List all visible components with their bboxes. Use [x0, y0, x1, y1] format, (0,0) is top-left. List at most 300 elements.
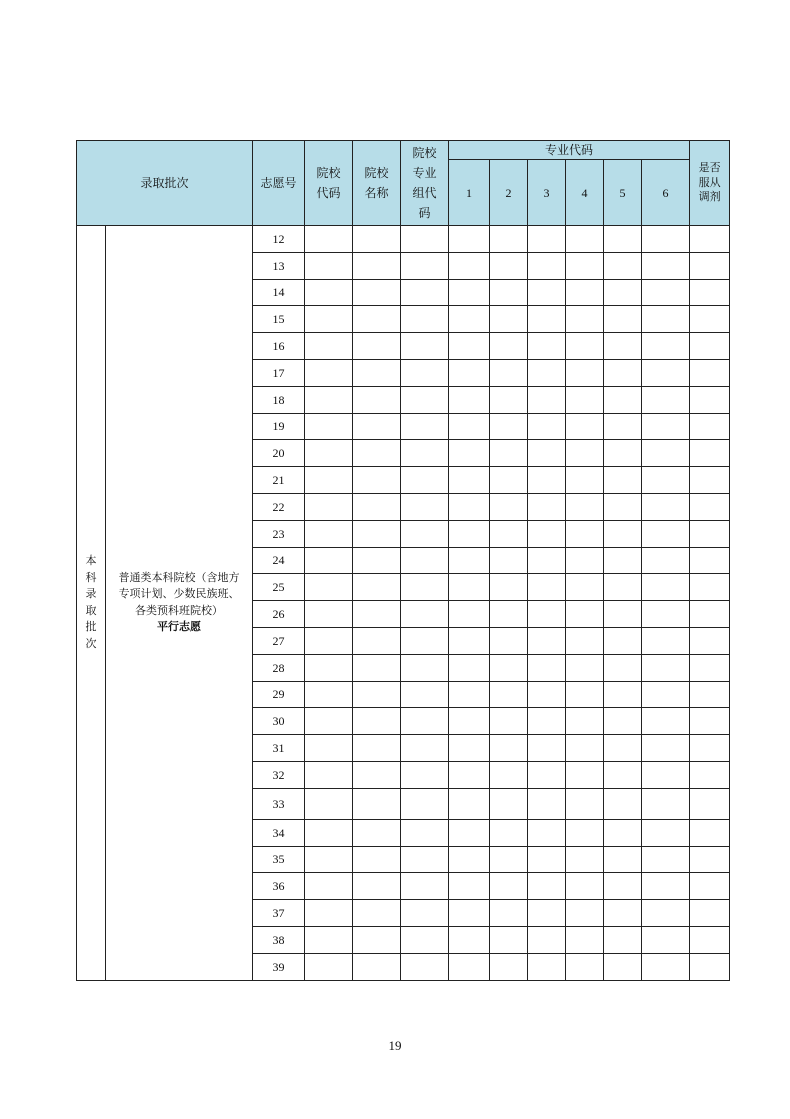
- wish-number: 17: [253, 359, 305, 386]
- major-code-4-cell[interactable]: [566, 788, 604, 819]
- major-code-5-cell[interactable]: [604, 761, 642, 788]
- major-code-2-cell[interactable]: [490, 846, 528, 873]
- major-code-2-cell[interactable]: [490, 761, 528, 788]
- adjust-cell[interactable]: [690, 386, 730, 413]
- major-code-1-cell[interactable]: [449, 761, 490, 788]
- major-group-code-cell[interactable]: [401, 520, 449, 547]
- school-name-cell[interactable]: [353, 953, 401, 980]
- major-code-4-cell[interactable]: [566, 601, 604, 628]
- major-group-code-cell[interactable]: [401, 761, 449, 788]
- major-code-1-cell[interactable]: [449, 493, 490, 520]
- major-code-1-cell[interactable]: [449, 547, 490, 574]
- adjust-cell[interactable]: [690, 926, 730, 953]
- adjust-cell[interactable]: [690, 819, 730, 846]
- major-code-6-cell[interactable]: [642, 306, 690, 333]
- major-group-code-cell[interactable]: [401, 574, 449, 601]
- major-code-2-cell[interactable]: [490, 359, 528, 386]
- major-group-code-cell[interactable]: [401, 654, 449, 681]
- school-name-cell[interactable]: [353, 708, 401, 735]
- adjust-cell[interactable]: [690, 735, 730, 762]
- major-group-code-cell[interactable]: [401, 601, 449, 628]
- major-group-code-cell[interactable]: [401, 306, 449, 333]
- school-code-cell[interactable]: [305, 953, 353, 980]
- school-code-cell[interactable]: [305, 520, 353, 547]
- major-code-1-cell[interactable]: [449, 279, 490, 306]
- school-name-cell[interactable]: [353, 761, 401, 788]
- major-code-1-cell[interactable]: [449, 735, 490, 762]
- adjust-cell[interactable]: [690, 846, 730, 873]
- school-name-cell[interactable]: [353, 359, 401, 386]
- major-code-5-cell[interactable]: [604, 788, 642, 819]
- major-code-5-cell[interactable]: [604, 627, 642, 654]
- major-code-1-cell[interactable]: [449, 953, 490, 980]
- major-code-4-cell[interactable]: [566, 547, 604, 574]
- major-code-3-cell[interactable]: [528, 654, 566, 681]
- major-code-5-cell[interactable]: [604, 333, 642, 360]
- major-group-code-cell[interactable]: [401, 900, 449, 927]
- school-code-cell[interactable]: [305, 627, 353, 654]
- school-name-cell[interactable]: [353, 520, 401, 547]
- major-code-5-cell[interactable]: [604, 654, 642, 681]
- major-code-5-cell[interactable]: [604, 386, 642, 413]
- major-code-5-cell[interactable]: [604, 226, 642, 253]
- major-code-6-cell[interactable]: [642, 467, 690, 494]
- major-code-3-cell[interactable]: [528, 333, 566, 360]
- major-group-code-cell[interactable]: [401, 788, 449, 819]
- major-code-5-cell[interactable]: [604, 735, 642, 762]
- major-code-6-cell[interactable]: [642, 601, 690, 628]
- school-code-cell[interactable]: [305, 279, 353, 306]
- major-code-1-cell[interactable]: [449, 627, 490, 654]
- major-code-4-cell[interactable]: [566, 708, 604, 735]
- major-code-3-cell[interactable]: [528, 846, 566, 873]
- major-code-3-cell[interactable]: [528, 547, 566, 574]
- major-group-code-cell[interactable]: [401, 547, 449, 574]
- major-code-3-cell[interactable]: [528, 440, 566, 467]
- adjust-cell[interactable]: [690, 654, 730, 681]
- school-code-cell[interactable]: [305, 440, 353, 467]
- major-code-1-cell[interactable]: [449, 681, 490, 708]
- major-code-5-cell[interactable]: [604, 819, 642, 846]
- major-code-4-cell[interactable]: [566, 681, 604, 708]
- major-code-3-cell[interactable]: [528, 926, 566, 953]
- major-group-code-cell[interactable]: [401, 493, 449, 520]
- major-code-4-cell[interactable]: [566, 359, 604, 386]
- adjust-cell[interactable]: [690, 306, 730, 333]
- school-name-cell[interactable]: [353, 226, 401, 253]
- major-group-code-cell[interactable]: [401, 681, 449, 708]
- major-code-4-cell[interactable]: [566, 761, 604, 788]
- major-code-2-cell[interactable]: [490, 226, 528, 253]
- major-code-4-cell[interactable]: [566, 873, 604, 900]
- adjust-cell[interactable]: [690, 574, 730, 601]
- major-code-6-cell[interactable]: [642, 627, 690, 654]
- major-code-5-cell[interactable]: [604, 547, 642, 574]
- major-code-5-cell[interactable]: [604, 440, 642, 467]
- major-group-code-cell[interactable]: [401, 333, 449, 360]
- major-code-6-cell[interactable]: [642, 440, 690, 467]
- major-code-2-cell[interactable]: [490, 252, 528, 279]
- major-code-3-cell[interactable]: [528, 627, 566, 654]
- header-school-name-text: 院校名称: [364, 166, 389, 200]
- major-code-4-cell[interactable]: [566, 386, 604, 413]
- wish-number: 39: [253, 953, 305, 980]
- major-code-4-cell[interactable]: [566, 654, 604, 681]
- major-code-3-cell[interactable]: [528, 761, 566, 788]
- major-code-3-cell[interactable]: [528, 252, 566, 279]
- major-code-5-cell[interactable]: [604, 574, 642, 601]
- adjust-cell[interactable]: [690, 601, 730, 628]
- major-code-3-cell[interactable]: [528, 788, 566, 819]
- major-code-3-cell[interactable]: [528, 601, 566, 628]
- major-group-code-cell[interactable]: [401, 846, 449, 873]
- school-code-cell[interactable]: [305, 547, 353, 574]
- major-code-4-cell[interactable]: [566, 279, 604, 306]
- major-code-2-cell[interactable]: [490, 627, 528, 654]
- major-code-2-cell[interactable]: [490, 279, 528, 306]
- major-group-code-cell[interactable]: [401, 252, 449, 279]
- wish-number: 37: [253, 900, 305, 927]
- major-code-3-cell[interactable]: [528, 226, 566, 253]
- major-code-1-cell[interactable]: [449, 306, 490, 333]
- major-code-1-cell[interactable]: [449, 252, 490, 279]
- major-group-code-cell[interactable]: [401, 873, 449, 900]
- major-code-6-cell[interactable]: [642, 493, 690, 520]
- major-code-6-cell[interactable]: [642, 252, 690, 279]
- major-code-5-cell[interactable]: [604, 413, 642, 440]
- major-code-5-cell[interactable]: [604, 493, 642, 520]
- major-code-1-cell[interactable]: [449, 819, 490, 846]
- major-code-2-cell[interactable]: [490, 708, 528, 735]
- adjust-cell[interactable]: [690, 333, 730, 360]
- school-name-cell[interactable]: [353, 926, 401, 953]
- school-code-cell[interactable]: [305, 708, 353, 735]
- major-code-3-cell[interactable]: [528, 900, 566, 927]
- major-code-2-cell[interactable]: [490, 440, 528, 467]
- major-code-6-cell[interactable]: [642, 846, 690, 873]
- major-code-1-cell[interactable]: [449, 440, 490, 467]
- school-name-cell[interactable]: [353, 846, 401, 873]
- major-code-4-cell[interactable]: [566, 493, 604, 520]
- adjust-cell[interactable]: [690, 681, 730, 708]
- school-name-cell[interactable]: [353, 333, 401, 360]
- school-code-cell[interactable]: [305, 359, 353, 386]
- major-code-6-cell[interactable]: [642, 708, 690, 735]
- header-school-code-text: 院校代码: [316, 166, 341, 200]
- adjust-cell[interactable]: [690, 873, 730, 900]
- major-code-1-cell[interactable]: [449, 846, 490, 873]
- major-code-1-cell[interactable]: [449, 333, 490, 360]
- adjust-cell[interactable]: [690, 520, 730, 547]
- adjust-cell[interactable]: [690, 627, 730, 654]
- major-code-6-cell[interactable]: [642, 226, 690, 253]
- school-code-cell[interactable]: [305, 788, 353, 819]
- school-name-cell[interactable]: [353, 681, 401, 708]
- major-code-6-cell[interactable]: [642, 926, 690, 953]
- major-code-2-cell[interactable]: [490, 574, 528, 601]
- school-code-cell[interactable]: [305, 654, 353, 681]
- major-code-4-cell[interactable]: [566, 306, 604, 333]
- major-code-3-cell[interactable]: [528, 467, 566, 494]
- school-name-cell[interactable]: [353, 788, 401, 819]
- major-code-4-cell[interactable]: [566, 467, 604, 494]
- school-code-cell[interactable]: [305, 574, 353, 601]
- major-code-2-cell[interactable]: [490, 520, 528, 547]
- major-code-3-cell[interactable]: [528, 520, 566, 547]
- major-code-5-cell[interactable]: [604, 252, 642, 279]
- major-code-1-cell[interactable]: [449, 520, 490, 547]
- major-code-3-cell[interactable]: [528, 819, 566, 846]
- school-code-cell[interactable]: [305, 601, 353, 628]
- major-code-2-cell[interactable]: [490, 735, 528, 762]
- adjust-cell[interactable]: [690, 708, 730, 735]
- school-code-cell[interactable]: [305, 493, 353, 520]
- major-code-6-cell[interactable]: [642, 520, 690, 547]
- adjust-cell[interactable]: [690, 413, 730, 440]
- major-code-1-cell[interactable]: [449, 708, 490, 735]
- school-name-cell[interactable]: [353, 873, 401, 900]
- major-group-code-cell[interactable]: [401, 279, 449, 306]
- major-group-code-cell[interactable]: [401, 413, 449, 440]
- major-code-4-cell[interactable]: [566, 846, 604, 873]
- adjust-cell[interactable]: [690, 440, 730, 467]
- major-code-6-cell[interactable]: [642, 386, 690, 413]
- major-code-6-cell[interactable]: [642, 953, 690, 980]
- major-code-4-cell[interactable]: [566, 413, 604, 440]
- school-code-cell[interactable]: [305, 386, 353, 413]
- major-code-6-cell[interactable]: [642, 547, 690, 574]
- major-code-2-cell[interactable]: [490, 306, 528, 333]
- major-code-6-cell[interactable]: [642, 788, 690, 819]
- major-code-3-cell[interactable]: [528, 493, 566, 520]
- major-code-1-cell[interactable]: [449, 926, 490, 953]
- major-code-2-cell[interactable]: [490, 926, 528, 953]
- school-name-cell[interactable]: [353, 627, 401, 654]
- school-code-cell[interactable]: [305, 467, 353, 494]
- adjust-cell[interactable]: [690, 279, 730, 306]
- school-name-cell[interactable]: [353, 819, 401, 846]
- major-code-4-cell[interactable]: [566, 900, 604, 927]
- major-code-5-cell[interactable]: [604, 926, 642, 953]
- major-code-2-cell[interactable]: [490, 467, 528, 494]
- major-group-code-cell[interactable]: [401, 953, 449, 980]
- major-code-1-cell[interactable]: [449, 574, 490, 601]
- adjust-cell[interactable]: [690, 359, 730, 386]
- adjust-cell[interactable]: [690, 226, 730, 253]
- major-code-6-cell[interactable]: [642, 873, 690, 900]
- major-code-4-cell[interactable]: [566, 520, 604, 547]
- major-code-3-cell[interactable]: [528, 413, 566, 440]
- major-code-5-cell[interactable]: [604, 953, 642, 980]
- major-code-1-cell[interactable]: [449, 900, 490, 927]
- header-adjust: [690, 141, 730, 226]
- major-code-2-cell[interactable]: [490, 547, 528, 574]
- major-code-1-cell[interactable]: [449, 654, 490, 681]
- major-group-code-cell[interactable]: [401, 467, 449, 494]
- school-code-cell[interactable]: [305, 333, 353, 360]
- major-code-2-cell[interactable]: [490, 601, 528, 628]
- major-group-code-cell[interactable]: [401, 386, 449, 413]
- major-code-4-cell[interactable]: [566, 440, 604, 467]
- major-code-3-cell[interactable]: [528, 306, 566, 333]
- school-name-cell[interactable]: [353, 306, 401, 333]
- header-major-codes: 专业代码: [449, 141, 690, 160]
- major-code-1-cell[interactable]: [449, 226, 490, 253]
- header-major-4: 4: [566, 160, 604, 226]
- adjust-cell[interactable]: [690, 788, 730, 819]
- adjust-cell[interactable]: [690, 252, 730, 279]
- major-code-3-cell[interactable]: [528, 359, 566, 386]
- major-code-5-cell[interactable]: [604, 279, 642, 306]
- school-code-cell[interactable]: [305, 735, 353, 762]
- major-code-1-cell[interactable]: [449, 873, 490, 900]
- school-name-cell[interactable]: [353, 654, 401, 681]
- major-code-5-cell[interactable]: [604, 306, 642, 333]
- major-code-6-cell[interactable]: [642, 333, 690, 360]
- major-code-2-cell[interactable]: [490, 493, 528, 520]
- major-code-4-cell[interactable]: [566, 953, 604, 980]
- major-code-4-cell[interactable]: [566, 819, 604, 846]
- major-code-3-cell[interactable]: [528, 953, 566, 980]
- major-code-1-cell[interactable]: [449, 386, 490, 413]
- major-code-5-cell[interactable]: [604, 900, 642, 927]
- school-code-cell[interactable]: [305, 873, 353, 900]
- header-school-code: [305, 141, 353, 226]
- major-group-code-cell[interactable]: [401, 359, 449, 386]
- college-type-line: 平行志愿: [157, 620, 201, 634]
- wish-number: 28: [253, 654, 305, 681]
- major-code-2-cell[interactable]: [490, 788, 528, 819]
- major-code-3-cell[interactable]: [528, 873, 566, 900]
- header-school-name: [353, 141, 401, 226]
- school-name-cell[interactable]: [353, 467, 401, 494]
- major-code-2-cell[interactable]: [490, 953, 528, 980]
- major-code-2-cell[interactable]: [490, 900, 528, 927]
- wish-number: 36: [253, 873, 305, 900]
- batch-label-char: 本: [85, 554, 97, 568]
- wish-number: 19: [253, 413, 305, 440]
- header-adjust-text: 是否服从调剂: [698, 160, 721, 204]
- school-name-cell[interactable]: [353, 252, 401, 279]
- school-name-cell[interactable]: [353, 386, 401, 413]
- major-code-1-cell[interactable]: [449, 413, 490, 440]
- adjust-cell[interactable]: [690, 761, 730, 788]
- major-code-1-cell[interactable]: [449, 788, 490, 819]
- major-code-3-cell[interactable]: [528, 681, 566, 708]
- major-code-3-cell[interactable]: [528, 735, 566, 762]
- major-code-6-cell[interactable]: [642, 413, 690, 440]
- major-group-code-cell[interactable]: [401, 226, 449, 253]
- major-code-6-cell[interactable]: [642, 654, 690, 681]
- school-name-cell[interactable]: [353, 279, 401, 306]
- major-code-4-cell[interactable]: [566, 574, 604, 601]
- school-code-cell[interactable]: [305, 926, 353, 953]
- major-code-4-cell[interactable]: [566, 333, 604, 360]
- major-code-3-cell[interactable]: [528, 386, 566, 413]
- major-code-3-cell[interactable]: [528, 279, 566, 306]
- major-code-1-cell[interactable]: [449, 601, 490, 628]
- major-code-5-cell[interactable]: [604, 601, 642, 628]
- school-name-cell[interactable]: [353, 601, 401, 628]
- school-code-cell[interactable]: [305, 681, 353, 708]
- adjust-cell[interactable]: [690, 953, 730, 980]
- major-code-2-cell[interactable]: [490, 386, 528, 413]
- major-code-5-cell[interactable]: [604, 681, 642, 708]
- major-code-2-cell[interactable]: [490, 413, 528, 440]
- major-group-code-cell[interactable]: [401, 440, 449, 467]
- major-code-2-cell[interactable]: [490, 333, 528, 360]
- school-code-cell[interactable]: [305, 900, 353, 927]
- school-name-cell[interactable]: [353, 900, 401, 927]
- major-code-5-cell[interactable]: [604, 467, 642, 494]
- school-name-cell[interactable]: [353, 440, 401, 467]
- major-group-code-cell[interactable]: [401, 735, 449, 762]
- major-code-4-cell[interactable]: [566, 252, 604, 279]
- major-code-4-cell[interactable]: [566, 226, 604, 253]
- major-code-3-cell[interactable]: [528, 574, 566, 601]
- major-code-6-cell[interactable]: [642, 735, 690, 762]
- major-code-1-cell[interactable]: [449, 467, 490, 494]
- school-code-cell[interactable]: [305, 306, 353, 333]
- major-code-3-cell[interactable]: [528, 708, 566, 735]
- major-code-6-cell[interactable]: [642, 574, 690, 601]
- major-code-6-cell[interactable]: [642, 681, 690, 708]
- adjust-cell[interactable]: [690, 493, 730, 520]
- major-code-6-cell[interactable]: [642, 761, 690, 788]
- major-code-4-cell[interactable]: [566, 627, 604, 654]
- major-group-code-cell[interactable]: [401, 926, 449, 953]
- major-code-1-cell[interactable]: [449, 359, 490, 386]
- major-code-4-cell[interactable]: [566, 926, 604, 953]
- major-code-5-cell[interactable]: [604, 520, 642, 547]
- school-name-cell[interactable]: [353, 547, 401, 574]
- major-code-2-cell[interactable]: [490, 819, 528, 846]
- major-code-5-cell[interactable]: [604, 873, 642, 900]
- major-code-6-cell[interactable]: [642, 359, 690, 386]
- school-code-cell[interactable]: [305, 846, 353, 873]
- header-major-5: 5: [604, 160, 642, 226]
- major-code-2-cell[interactable]: [490, 873, 528, 900]
- adjust-cell[interactable]: [690, 900, 730, 927]
- major-code-2-cell[interactable]: [490, 681, 528, 708]
- adjust-cell[interactable]: [690, 547, 730, 574]
- major-code-5-cell[interactable]: [604, 846, 642, 873]
- school-code-cell[interactable]: [305, 226, 353, 253]
- school-code-cell[interactable]: [305, 252, 353, 279]
- major-group-code-cell[interactable]: [401, 627, 449, 654]
- major-group-code-cell[interactable]: [401, 819, 449, 846]
- table-body: [77, 226, 730, 981]
- school-name-cell[interactable]: [353, 413, 401, 440]
- school-code-cell[interactable]: [305, 413, 353, 440]
- school-code-cell[interactable]: [305, 761, 353, 788]
- major-code-5-cell[interactable]: [604, 708, 642, 735]
- college-type-line: 专项计划、少数民族班、: [118, 587, 240, 601]
- school-name-cell[interactable]: [353, 735, 401, 762]
- major-code-4-cell[interactable]: [566, 735, 604, 762]
- major-code-5-cell[interactable]: [604, 359, 642, 386]
- major-code-6-cell[interactable]: [642, 279, 690, 306]
- school-name-cell[interactable]: [353, 493, 401, 520]
- school-name-cell[interactable]: [353, 574, 401, 601]
- major-group-code-cell[interactable]: [401, 708, 449, 735]
- major-code-6-cell[interactable]: [642, 819, 690, 846]
- adjust-cell[interactable]: [690, 467, 730, 494]
- batch-label-char: 批: [85, 620, 97, 634]
- school-code-cell[interactable]: [305, 819, 353, 846]
- major-code-2-cell[interactable]: [490, 654, 528, 681]
- major-code-6-cell[interactable]: [642, 900, 690, 927]
